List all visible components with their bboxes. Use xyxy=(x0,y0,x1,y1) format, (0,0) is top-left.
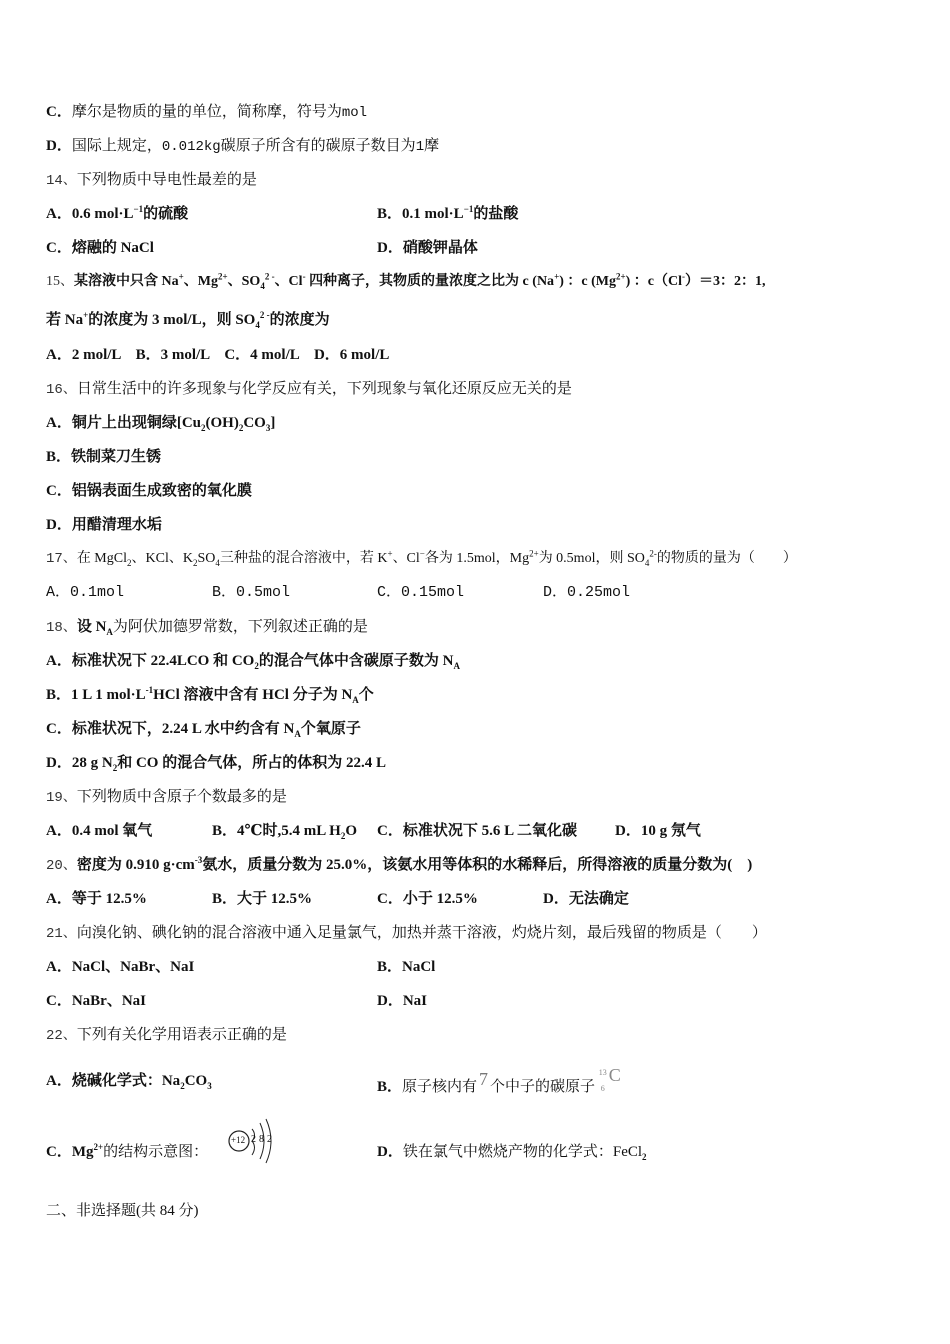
option-text: 铁制菜刀生锈 xyxy=(71,449,162,465)
superscript: - xyxy=(682,271,685,282)
stem-text: 三种盐的混合溶液中，若 K xyxy=(219,551,388,566)
unit-text: mol xyxy=(341,105,368,121)
stem-text: SO xyxy=(197,551,216,566)
stem-text: ) ：c（Cl xyxy=(625,274,682,289)
q18-option-d xyxy=(46,753,386,773)
option-text: 的盐酸 xyxy=(473,206,519,222)
subscript: 2 xyxy=(340,831,346,841)
stem-text: 某溶液中只含 Na xyxy=(74,274,179,289)
option-text: 0.6 mol·L xyxy=(71,206,134,222)
subscript: 2 xyxy=(238,423,244,433)
q17-option-b: B．0.5mol xyxy=(212,584,291,601)
superscript: 2 - xyxy=(264,271,275,282)
question-stem: 下列物质中含原子个数最多的是 xyxy=(76,789,287,805)
option-text: 熔融的 NaCl xyxy=(71,240,154,256)
q14-stem xyxy=(46,170,257,191)
option-text: 和 CO 的混合气体，所占的体积为 22.4 L xyxy=(117,755,386,771)
option-text: 国际上规定， xyxy=(71,138,162,154)
q21-option-b: B．NaCl xyxy=(377,959,436,975)
option-text: 铝锅表面生成致密的氧化膜 xyxy=(71,483,252,499)
superscript: 2+ xyxy=(93,1142,104,1152)
subscript: A xyxy=(106,627,113,637)
q21-stem xyxy=(46,923,767,944)
question-number: 20、 xyxy=(46,858,77,874)
option-label: B． xyxy=(377,1079,403,1095)
option-text: 烧碱化学式：Na xyxy=(71,1073,181,1089)
q16-stem xyxy=(46,379,572,400)
option-label: C． xyxy=(46,104,72,120)
question-number: 15、 xyxy=(46,274,74,289)
option-label: D． xyxy=(377,1144,403,1160)
subscript: 2 xyxy=(192,557,198,568)
q16-option-a xyxy=(46,413,275,433)
q22-stem xyxy=(46,1025,287,1046)
q15-options xyxy=(46,345,389,365)
q19-stem xyxy=(46,787,287,808)
stem-text: 的浓度为 xyxy=(269,312,330,328)
option-text: 28 g N xyxy=(71,755,113,771)
option-text: 原子核内有 xyxy=(402,1079,478,1095)
option-label: C． xyxy=(46,721,72,737)
question-stem: 日常生活中的许多现象与化学反应有关，下列现象与氧化还原反应无关的是 xyxy=(76,381,572,397)
superscript: −1 xyxy=(133,204,144,214)
option-text: 铁在氯气中燃烧产物的化学式：FeCl xyxy=(402,1144,643,1160)
q16-option-b xyxy=(46,447,161,467)
option-label: B． xyxy=(377,206,403,222)
option-text: 个氧原子 xyxy=(300,721,361,737)
stem-text: 的物质的量为（ ） xyxy=(656,551,797,566)
q13-option-d xyxy=(46,136,439,157)
option-text: CO xyxy=(243,415,266,431)
option-text: 的混合气体中含碳原子数为 N xyxy=(258,653,454,669)
question-number: 14、 xyxy=(46,173,77,189)
subscript: A xyxy=(294,729,301,739)
subscript: 4 xyxy=(260,280,265,291)
q19-option-d: D．10 g 氖气 xyxy=(615,823,701,839)
subscript: 2 xyxy=(112,763,118,773)
option-text: 0.1 mol·L xyxy=(402,206,464,222)
option-text: CO xyxy=(184,1073,208,1089)
option-text: HCl 溶液中含有 HCl 分子为 N xyxy=(153,687,353,703)
stem-text: 、Cl xyxy=(274,274,303,289)
option-label: A． xyxy=(46,653,72,669)
mass-number: 13 xyxy=(598,1068,607,1077)
q20-option-a: A．等于 12.5% xyxy=(46,891,147,907)
q17-option-a: A．0.1mol xyxy=(46,584,125,601)
superscript: −1 xyxy=(463,204,474,214)
q22-option-a xyxy=(46,1071,212,1091)
q19-option-b xyxy=(212,821,357,841)
question-number: 19、 xyxy=(46,790,77,806)
q16-option-c xyxy=(46,481,252,501)
stem-text: 氨水，质量分数为 25.0%，该氨水用等体积的水稀释后，所得溶液的质量分数为( ) xyxy=(202,857,753,873)
nuclear-charge: +12 xyxy=(231,1135,246,1145)
option-label: A． xyxy=(46,415,72,431)
q22-option-c xyxy=(46,1142,208,1162)
value-text: 1 xyxy=(415,139,425,155)
option-label: D． xyxy=(46,138,72,154)
option-label: B． xyxy=(46,449,72,465)
superscript: + xyxy=(554,271,560,282)
question-stem: 下列有关化学用语表示正确的是 xyxy=(76,1027,287,1043)
superscript: + xyxy=(387,548,393,559)
q14-option-d xyxy=(377,238,478,258)
superscript: -3 xyxy=(194,855,203,865)
q17-stem xyxy=(46,549,797,569)
stem-text: 设 N xyxy=(76,619,107,635)
q18-stem xyxy=(46,617,368,638)
stem-text: 为阿伏加德罗常数，下列叙述正确的是 xyxy=(112,619,368,635)
option-label: A． xyxy=(46,206,72,222)
option-text: 摩 xyxy=(424,138,440,154)
q14-option-a xyxy=(46,204,188,224)
stem-text: 、KCl、K xyxy=(131,551,193,566)
question-number: 21、 xyxy=(46,926,77,942)
option-text: 碳原子所含有的碳原子数目为 xyxy=(220,138,416,154)
superscript: 2+ xyxy=(529,548,539,559)
superscript: 2 - xyxy=(259,310,270,320)
q18-option-a xyxy=(46,651,460,671)
atomic-number: 6 xyxy=(600,1084,605,1093)
option-text: 用醋清理水垢 xyxy=(71,517,162,533)
option-text: 硝酸钾晶体 xyxy=(402,240,478,256)
q20-option-b: B．大于 12.5% xyxy=(212,891,313,907)
value-text: 0.012kg xyxy=(161,139,221,155)
q14-option-b xyxy=(377,204,518,224)
stem-text: 若 Na xyxy=(46,312,84,328)
mg-ion-structure-diagram xyxy=(226,1115,278,1167)
option-text: 摩尔是物质的量的单位，简称摩，符号为 xyxy=(71,104,342,120)
shell-electrons: 8 xyxy=(259,1134,264,1145)
option-text: B．4℃时,5.4 mL H xyxy=(212,823,341,839)
neutron-count: 7 xyxy=(479,1069,489,1089)
stem-text: 密度为 0.910 g·cm xyxy=(76,857,195,873)
option-label: C． xyxy=(46,483,72,499)
subscript: 2 xyxy=(254,661,259,671)
stem-text: 、SO xyxy=(227,274,261,289)
subscript: 3 xyxy=(265,423,271,433)
q22-option-d xyxy=(377,1142,647,1162)
superscript: 2- xyxy=(649,548,657,559)
stem-text: 为 0.5mol，则 SO xyxy=(538,551,645,566)
subscript: A xyxy=(453,661,460,671)
q15-stem xyxy=(46,272,766,292)
option-label: A． xyxy=(46,1073,72,1089)
superscript: -1 xyxy=(145,685,154,695)
option-label: D． xyxy=(46,517,72,533)
stem-text: 的浓度为 3 mol/L，则 SO xyxy=(88,312,256,328)
shell-electrons: 2 xyxy=(267,1134,272,1145)
subscript: 4 xyxy=(644,557,650,568)
stem-text: 、Mg xyxy=(183,274,218,289)
superscript: 2+ xyxy=(615,271,626,282)
option-label: B． xyxy=(46,687,72,703)
superscript: + xyxy=(83,310,89,320)
q17-option-d: D．0.25mol xyxy=(543,584,631,601)
subscript: 2 xyxy=(127,557,132,568)
option-label: D． xyxy=(46,755,72,771)
stem-text: 在 MgCl xyxy=(76,551,127,566)
option-text: 标准状况下 22.4LCO 和 CO xyxy=(71,653,255,669)
option-text: 铜片上出现铜绿[Cu xyxy=(71,415,202,431)
q22-option-b xyxy=(377,1065,625,1097)
shell-electrons: 2 xyxy=(251,1134,256,1145)
q13-option-c xyxy=(46,102,367,123)
question-number: 16、 xyxy=(46,382,77,398)
q18-option-c xyxy=(46,719,361,739)
subscript: 4 xyxy=(255,320,260,330)
q16-option-d xyxy=(46,515,162,535)
q20-option-d: D．无法确定 xyxy=(543,891,629,907)
q21-option-c: C．NaBr、NaI xyxy=(46,993,146,1009)
q21-option-d: D．NaI xyxy=(377,993,428,1009)
stem-text: 、Cl xyxy=(392,551,420,566)
option-text: 标准状况下，2.24 L 水中约含有 N xyxy=(71,721,295,737)
element-symbol: C xyxy=(608,1065,621,1085)
option-label: D． xyxy=(377,240,403,256)
q17-option-c: C．0.15mol xyxy=(377,584,465,601)
subscript: 2 xyxy=(642,1152,647,1162)
option-text: Mg xyxy=(71,1144,94,1160)
superscript: - xyxy=(302,271,306,282)
subscript: 3 xyxy=(207,1081,212,1091)
options-text: A．2 mol/L B．3 mol/L C．4 mol/L D．6 mol/L xyxy=(46,347,390,363)
question-number: 17、 xyxy=(46,551,77,567)
subscript: 4 xyxy=(215,557,220,568)
option-label: C． xyxy=(46,1144,72,1160)
subscript: A xyxy=(352,695,359,705)
q19-option-c: C．标准状况下 5.6 L 二氧化碳 xyxy=(377,823,578,839)
option-text: 个 xyxy=(358,687,374,703)
question-stem: 下列物质中导电性最差的是 xyxy=(76,172,257,188)
option-text: 的硫酸 xyxy=(143,206,189,222)
q21-option-a: A．NaCl、NaBr、NaI xyxy=(46,959,195,975)
superscript: 2+ xyxy=(217,271,228,282)
q15-stem-line2 xyxy=(46,310,330,330)
option-text: O xyxy=(345,823,357,839)
stem-text: 四种离子，其物质的量浓度之比为 c (Na xyxy=(305,274,555,289)
option-text: 的结构示意图： xyxy=(103,1144,209,1160)
superscript: + xyxy=(178,271,184,282)
superscript: − xyxy=(419,548,425,559)
question-stem: 向溴化钠、碘化钠的混合溶液中通入足量氯气，加热并蒸干溶液，灼烧片刻，最后残留的物质是（ ） xyxy=(76,925,767,941)
question-number: 22、 xyxy=(46,1028,77,1044)
q19-option-a: A．0.4 mol 氧气 xyxy=(46,823,153,839)
option-text: 个中子的碳原子 xyxy=(490,1079,596,1095)
option-text: (OH) xyxy=(205,415,239,431)
isotope-notation xyxy=(598,1065,625,1093)
stem-text: 各为 1.5mol，Mg xyxy=(424,551,530,566)
question-number: 18、 xyxy=(46,620,77,636)
q20-option-c: C．小于 12.5% xyxy=(377,891,478,907)
q20-stem xyxy=(46,855,752,876)
q18-option-b xyxy=(46,685,374,705)
option-text: ] xyxy=(270,415,276,431)
q14-option-c xyxy=(46,238,154,258)
option-label: C． xyxy=(46,240,72,256)
stem-text: ）＝3：2：1, xyxy=(685,274,766,289)
option-text: 1 L 1 mol·L xyxy=(71,687,146,703)
stem-text: ) ：c (Mg xyxy=(559,274,616,289)
subscript: 2 xyxy=(180,1081,185,1091)
section-title: 二、非选择题(共 84 分) xyxy=(46,1203,199,1219)
subscript: 2 xyxy=(201,423,206,433)
